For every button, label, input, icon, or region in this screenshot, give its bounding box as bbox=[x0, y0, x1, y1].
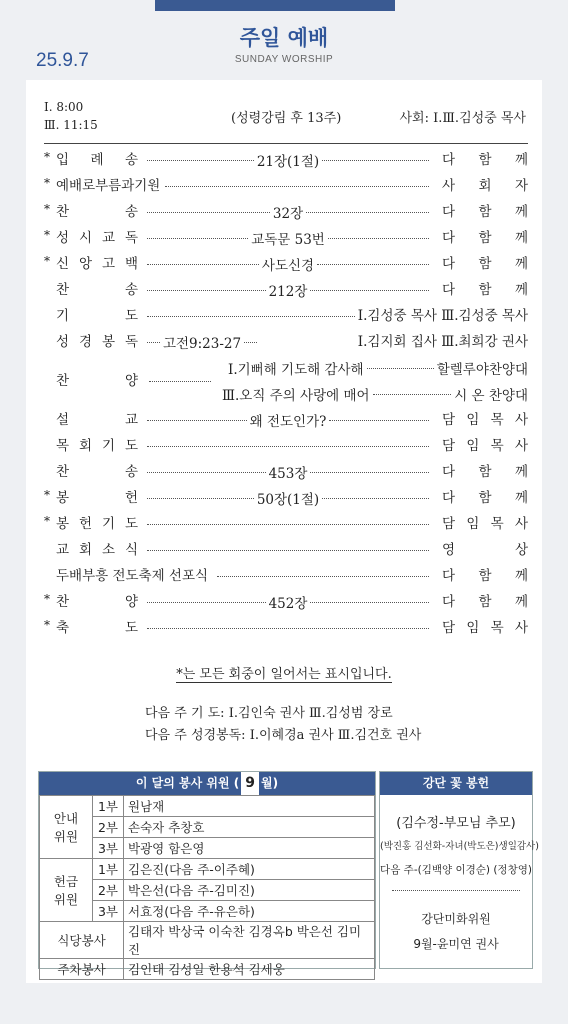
order-item-label bbox=[56, 433, 138, 459]
kitchen-volunteers: 김태자 박상국 이숙찬 김경옥b 박은선 김미진 bbox=[124, 922, 375, 959]
order-item-detail: 32장 bbox=[272, 206, 304, 222]
label-char: 성 bbox=[56, 230, 70, 246]
standing-marker: * bbox=[44, 618, 50, 632]
order-item bbox=[44, 615, 528, 641]
order-item-label bbox=[56, 303, 138, 329]
header-divider bbox=[44, 143, 528, 144]
order-item-label bbox=[56, 355, 138, 407]
label-char: 도 bbox=[124, 308, 138, 324]
dot-leader bbox=[322, 498, 429, 499]
leader-char: 다 bbox=[442, 230, 456, 246]
table-cell: 원남재 bbox=[124, 796, 375, 817]
order-item bbox=[44, 225, 528, 251]
anthem-line bbox=[222, 381, 528, 407]
standing-marker: * bbox=[44, 150, 50, 164]
label-char: 찬 bbox=[56, 594, 70, 610]
dot-leader bbox=[147, 290, 266, 291]
order-item-leader bbox=[442, 173, 528, 199]
order-item-label bbox=[56, 589, 138, 615]
label-char: 예배로부름과기원 bbox=[56, 178, 161, 194]
order-item-label bbox=[56, 511, 138, 537]
label-char: 경 bbox=[78, 334, 93, 350]
order-item-label bbox=[56, 459, 138, 485]
label-char: 교 bbox=[101, 230, 116, 246]
table-cell: 박은선(다음 주-김미진) bbox=[124, 880, 375, 901]
standing-marker: * bbox=[44, 592, 50, 606]
flowers-divider bbox=[392, 890, 520, 891]
order-item-leader bbox=[442, 277, 528, 303]
order-item-leader bbox=[442, 407, 528, 433]
label-char: 찬 bbox=[56, 282, 70, 298]
standing-marker: * bbox=[44, 254, 50, 268]
order-item-leader bbox=[442, 615, 528, 641]
table-row bbox=[40, 959, 375, 980]
offering-group-label: 헌금 위원 bbox=[40, 859, 93, 922]
leader-char: 담 bbox=[442, 516, 456, 532]
leader-char: 께 bbox=[514, 594, 528, 610]
service-times bbox=[44, 98, 98, 134]
next-week-prayer-value: Ⅰ.김인숙 권사 Ⅲ.김성범 장로 bbox=[228, 706, 393, 721]
leader-char: 함 bbox=[478, 490, 492, 506]
service-table bbox=[39, 795, 375, 980]
table-cell: 김은진(다음 주-이주혜) bbox=[124, 859, 375, 880]
leader-char: 다 bbox=[442, 152, 456, 168]
table-row bbox=[40, 859, 375, 880]
order-item bbox=[44, 251, 528, 277]
leader-char: 임 bbox=[466, 516, 480, 532]
order-item-detail: 453장 bbox=[268, 466, 308, 482]
label-char: 축 bbox=[56, 620, 70, 636]
label-char: 소 bbox=[101, 542, 116, 558]
order-item-label bbox=[56, 485, 138, 511]
leader-char: 함 bbox=[478, 230, 492, 246]
order-item bbox=[44, 147, 528, 173]
next-week-reading bbox=[145, 724, 421, 743]
label-char: 앙 bbox=[78, 256, 93, 272]
dot-leader bbox=[147, 446, 429, 447]
label-char: 송 bbox=[124, 282, 138, 298]
dot-leader bbox=[149, 381, 211, 382]
standing-marker: * bbox=[44, 514, 50, 528]
dot-leader bbox=[147, 316, 355, 317]
leader-char: 함 bbox=[478, 204, 492, 220]
order-item-leader bbox=[442, 563, 528, 589]
leader-char: 함 bbox=[478, 256, 492, 272]
label-char: 도 bbox=[124, 516, 138, 532]
order-item-leader bbox=[442, 511, 528, 537]
dot-leader bbox=[147, 524, 429, 525]
leader-char: 다 bbox=[442, 464, 456, 480]
anthem-line bbox=[228, 355, 528, 381]
standing-note bbox=[0, 663, 568, 682]
leader-char: 임 bbox=[466, 438, 480, 454]
label-char: 고 bbox=[101, 256, 116, 272]
service-time-1: Ⅰ. 8:00 bbox=[44, 100, 84, 114]
dot-leader bbox=[317, 264, 429, 265]
order-item bbox=[44, 511, 528, 537]
leader-char: 함 bbox=[478, 568, 492, 584]
dot-leader bbox=[306, 212, 429, 213]
leader-char: 께 bbox=[514, 230, 528, 246]
leader-char: 임 bbox=[466, 620, 480, 636]
leader-char: 사 bbox=[514, 620, 528, 636]
order-item bbox=[44, 277, 528, 303]
order-item bbox=[44, 303, 528, 329]
leader-char: Ⅰ.김성중 목사 Ⅲ.김성중 목사 bbox=[357, 308, 528, 324]
label-char: 도 bbox=[124, 438, 138, 454]
service-title-pre: 이 달의 봉사 위원 ( bbox=[135, 776, 240, 790]
service-date: 25.9.7 bbox=[36, 50, 89, 71]
label-char: 찬 bbox=[56, 373, 70, 389]
order-item-label bbox=[56, 251, 138, 277]
order-item-detail: 452장 bbox=[268, 596, 308, 612]
leader-char: 다 bbox=[442, 594, 456, 610]
label-char: 찬 bbox=[56, 464, 70, 480]
label-char: 교 bbox=[56, 542, 70, 558]
label-char: 식 bbox=[124, 542, 138, 558]
leader-char: 영 bbox=[442, 542, 456, 558]
leader-char: 께 bbox=[514, 490, 528, 506]
leader-char: 회 bbox=[478, 178, 492, 194]
leader-char: 함 bbox=[478, 152, 492, 168]
order-item bbox=[44, 173, 528, 199]
dot-leader bbox=[328, 238, 429, 239]
table-cell: 1부 bbox=[93, 796, 124, 817]
page-subtitle: SUNDAY WORSHIP bbox=[234, 54, 334, 65]
leader-char: 임 bbox=[466, 412, 480, 428]
order-item-leader bbox=[442, 485, 528, 511]
order-item bbox=[44, 589, 528, 615]
leader-char: 함 bbox=[478, 282, 492, 298]
top-accent-bar bbox=[155, 0, 395, 11]
order-item-leader bbox=[358, 329, 528, 355]
dot-leader bbox=[217, 576, 429, 577]
flowers-line-4: 강단미화위원 bbox=[421, 912, 491, 926]
leader-char: 자 bbox=[514, 178, 528, 194]
order-item-detail: 교독문 53번 bbox=[251, 232, 325, 248]
label-char: 독 bbox=[124, 334, 138, 350]
dot-leader bbox=[147, 212, 270, 213]
order-item-label bbox=[56, 329, 138, 355]
order-item-leader bbox=[442, 251, 528, 277]
label-char: 교 bbox=[124, 412, 138, 428]
order-item-label bbox=[56, 147, 138, 173]
dot-leader bbox=[147, 602, 266, 603]
next-week-reading-label: 다음 주 성경봉독: bbox=[145, 728, 246, 743]
leader-char: 께 bbox=[514, 152, 528, 168]
leader-char: 께 bbox=[514, 256, 528, 272]
next-week-prayer bbox=[145, 702, 393, 721]
order-item-leader bbox=[442, 433, 528, 459]
table-cell: 3부 bbox=[93, 901, 124, 922]
order-item-label bbox=[56, 615, 138, 641]
anthem-choir: 시 온 찬양대 bbox=[454, 388, 528, 404]
order-item-label bbox=[56, 225, 138, 251]
leader-char: 께 bbox=[514, 204, 528, 220]
label-char: 송 bbox=[124, 152, 138, 168]
next-week-prayer-label: 다음 주 기 도: bbox=[145, 706, 225, 721]
label-char: 두배부흥 전도축제 선포식 bbox=[56, 568, 209, 584]
order-item-leader bbox=[442, 459, 528, 485]
label-char: 기 bbox=[56, 308, 70, 324]
dot-leader bbox=[147, 160, 254, 161]
label-char: 기 bbox=[101, 438, 116, 454]
anthem-piece: Ⅰ.기뻐해 기도해 감사해 bbox=[228, 362, 364, 378]
label-char: 헌 bbox=[78, 516, 93, 532]
flowers-line-3: 다음 주-(김백양 이경순) (정창영) bbox=[380, 864, 532, 876]
order-item-detail: 고전9:23-27 bbox=[162, 336, 242, 352]
parking-label: 주차봉사 bbox=[40, 959, 124, 980]
label-char: 회 bbox=[78, 542, 93, 558]
dot-leader bbox=[147, 472, 266, 473]
order-item-leader bbox=[442, 537, 528, 563]
leader-char: 다 bbox=[442, 256, 456, 272]
dot-leader bbox=[147, 420, 247, 421]
label-char: 송 bbox=[124, 464, 138, 480]
label-char: 입 bbox=[56, 152, 70, 168]
order-item-detail: 50장(1절) bbox=[256, 492, 320, 508]
standing-note-text: *는 모든 회중이 일어서는 표시입니다. bbox=[176, 667, 392, 682]
leader-char: 사 bbox=[514, 438, 528, 454]
usher-group-label: 안내 위원 bbox=[40, 796, 93, 859]
leader-char: 담 bbox=[442, 412, 456, 428]
leader-char: 함 bbox=[478, 594, 492, 610]
dot-leader bbox=[165, 186, 429, 187]
order-item-label bbox=[56, 407, 138, 433]
dot-leader bbox=[310, 472, 429, 473]
order-item-label bbox=[56, 563, 208, 589]
leader-char: 목 bbox=[490, 516, 504, 532]
leader-char: 께 bbox=[514, 282, 528, 298]
order-item bbox=[44, 329, 528, 355]
leader-char: 께 bbox=[514, 568, 528, 584]
dot-leader bbox=[244, 342, 257, 343]
presider: 사회: Ⅰ.Ⅲ.김성중 목사 bbox=[399, 111, 526, 126]
leader-char: 사 bbox=[514, 516, 528, 532]
table-row bbox=[40, 922, 375, 959]
order-item-label bbox=[56, 277, 138, 303]
leader-char: 목 bbox=[490, 412, 504, 428]
leader-char: 다 bbox=[442, 282, 456, 298]
service-committee-box bbox=[38, 771, 376, 977]
dot-leader bbox=[329, 420, 429, 421]
leader-char: 다 bbox=[442, 204, 456, 220]
flowers-line-5: 9월-윤미연 권사 bbox=[413, 937, 499, 951]
standing-marker: * bbox=[44, 202, 50, 216]
dot-leader bbox=[373, 394, 452, 395]
order-item-label bbox=[56, 199, 138, 225]
order-item-leader bbox=[358, 303, 528, 329]
label-char: 례 bbox=[90, 152, 104, 168]
table-cell: 박광영 함은영 bbox=[124, 838, 375, 859]
order-item bbox=[44, 537, 528, 563]
standing-marker: * bbox=[44, 488, 50, 502]
service-title-post: 월) bbox=[261, 776, 279, 790]
dot-leader bbox=[147, 498, 254, 499]
leader-char: 담 bbox=[442, 620, 456, 636]
leader-char: 목 bbox=[490, 438, 504, 454]
dot-leader bbox=[147, 342, 160, 343]
label-char: 봉 bbox=[56, 490, 70, 506]
order-item bbox=[44, 563, 528, 589]
order-item bbox=[44, 459, 528, 485]
order-item-leader bbox=[442, 147, 528, 173]
table-cell: 서효정(다음 주-유은하) bbox=[124, 901, 375, 922]
dot-leader bbox=[310, 290, 429, 291]
table-cell: 3부 bbox=[93, 838, 124, 859]
order-item bbox=[44, 355, 528, 407]
leader-char: 다 bbox=[442, 568, 456, 584]
table-cell: 손숙자 추창호 bbox=[124, 817, 375, 838]
dot-leader bbox=[367, 368, 434, 369]
standing-marker: * bbox=[44, 228, 50, 242]
altar-flowers-header: 강단 꽃 봉헌 bbox=[380, 772, 532, 795]
service-committee-header bbox=[39, 772, 375, 795]
flowers-line-1: (김수정-부모님 추모) bbox=[396, 816, 516, 831]
label-char: 시 bbox=[78, 230, 93, 246]
label-char: 목 bbox=[56, 438, 70, 454]
label-char: 송 bbox=[124, 204, 138, 220]
table-cell: 2부 bbox=[93, 880, 124, 901]
leader-char: 사 bbox=[442, 178, 456, 194]
dot-leader bbox=[147, 628, 429, 629]
service-month: 9 bbox=[241, 772, 259, 795]
order-item-detail: 사도신경 bbox=[261, 258, 315, 274]
table-row bbox=[40, 796, 375, 817]
leader-char: 사 bbox=[514, 412, 528, 428]
leader-char: 함 bbox=[478, 464, 492, 480]
dot-leader bbox=[147, 238, 248, 239]
service-time-3: Ⅲ. 11:15 bbox=[44, 118, 98, 132]
order-item bbox=[44, 433, 528, 459]
order-item-leader bbox=[442, 225, 528, 251]
dot-leader bbox=[310, 602, 429, 603]
kitchen-label: 식당봉사 bbox=[40, 922, 124, 959]
order-item-detail: 왜 전도인가? bbox=[249, 414, 327, 430]
label-char: 독 bbox=[124, 230, 138, 246]
order-item bbox=[44, 407, 528, 433]
next-week-reading-value: Ⅰ.이혜경a 권사 Ⅲ.김건호 권사 bbox=[249, 728, 422, 743]
label-char: 도 bbox=[124, 620, 138, 636]
label-char: 봉 bbox=[56, 516, 70, 532]
leader-char: 담 bbox=[442, 438, 456, 454]
label-char: 양 bbox=[124, 373, 138, 389]
label-char: 찬 bbox=[56, 204, 70, 220]
order-item bbox=[44, 199, 528, 225]
liturgical-season: (성령강림 후 13주) bbox=[231, 111, 342, 126]
order-item-leader bbox=[442, 199, 528, 225]
page-title: 주일 예배 bbox=[239, 26, 329, 50]
label-char: 신 bbox=[56, 256, 70, 272]
label-char: 성 bbox=[56, 334, 70, 350]
dot-leader bbox=[147, 264, 259, 265]
label-char: 설 bbox=[56, 412, 70, 428]
label-char: 기 bbox=[101, 516, 116, 532]
order-item-leader bbox=[442, 589, 528, 615]
order-item-detail: 212장 bbox=[268, 284, 308, 300]
leader-char: 다 bbox=[442, 490, 456, 506]
order-item bbox=[44, 485, 528, 511]
label-char: 봉 bbox=[101, 334, 116, 350]
parking-volunteers: 김인태 김성일 한용석 김세웅 bbox=[124, 959, 375, 980]
leader-char: 상 bbox=[514, 542, 528, 558]
leader-char: 목 bbox=[490, 620, 504, 636]
anthem-piece: Ⅲ.오직 주의 사랑에 매어 bbox=[222, 388, 370, 404]
leader-char: 께 bbox=[514, 464, 528, 480]
standing-marker: * bbox=[44, 176, 50, 190]
label-char: 양 bbox=[124, 594, 138, 610]
leader-char: Ⅰ.김지회 집사 Ⅲ.최희강 권사 bbox=[357, 334, 528, 350]
altar-flowers-box bbox=[379, 771, 539, 969]
order-item-detail: 21장(1절) bbox=[256, 154, 320, 170]
dot-leader bbox=[322, 160, 429, 161]
label-char: 회 bbox=[78, 438, 93, 454]
order-item-label bbox=[56, 537, 138, 563]
anthem-choir: 할렐루야찬양대 bbox=[436, 362, 528, 378]
label-char: 백 bbox=[124, 256, 138, 272]
label-char: 헌 bbox=[124, 490, 138, 506]
flowers-line-2: (박진홍 김선화-자녀(박도은)생일감사) bbox=[380, 841, 539, 852]
table-cell: 2부 bbox=[93, 817, 124, 838]
order-item-label bbox=[56, 173, 160, 199]
table-cell: 1부 bbox=[93, 859, 124, 880]
dot-leader bbox=[147, 550, 429, 551]
